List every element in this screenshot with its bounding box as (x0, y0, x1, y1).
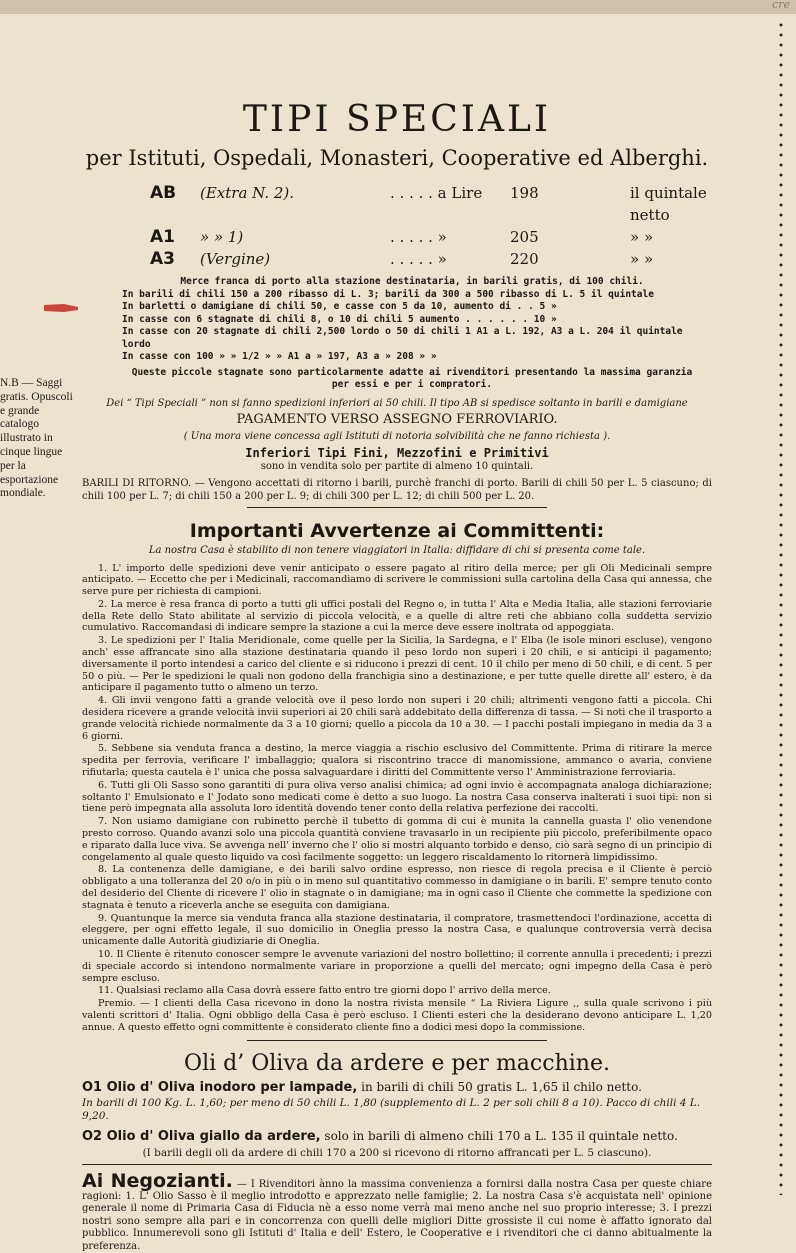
inferiori-line: Inferiori Tipi Fini, Mezzofini e Primitivi (245, 445, 549, 460)
price-table (150, 182, 710, 270)
page-title: TIPI SPECIALI (242, 99, 552, 140)
list-item: 9. Quantunque la merce sia venduta franca alla stazione destinataria, il compratore, trasmettendoci l'ordinazione, accetta di eleggere, per ogni effetto legale, il suo domicilio in Oneglia presso la nostra Casa, e qualunque controversia verrà decisa unicamente dalle Autorità giudiziarie di Oneglia. (82, 912, 712, 948)
list-item: 7. Non usiamo damigiane con rubinetto perchè il tubetto di gomma di cui è munita la cannella guasta l' olio venendone presto corroso. Quando avanzi solo una piccola quantità conviene travasarlo in un recipiente più piccolo, preferibilmente opaco e riparato dalla luce viva. Se avvenga nell' inverno che l' olio si mostri alquanto torbido e denso, ciò sarà segno di un principio di congelamento al quale questo liquido va così facilmente soggetto: un leggero riscaldamento lo ritornerà limpidissimo. (82, 816, 712, 863)
conditions-block: Merce franca di porto alla stazione destinataria, in barili gratis, di 100 chili. In barili di chili 150 a 200 ribasso di L. 3; barili da 300 a 500 ribasso di L. 5 il quintale In barletti o damigiane di chili 50, e casse con 5 da 10, aumento di . . 5 » In casse con 6 stagnate di chili 8, o 10 di chili 5 aumento . . . . . . 10 » In casse con 20 stagnate di chili 2,500 lordo o 50 di chili 1 A1 a L. 192, A3 a L. 204 il quintale lordo In casse con 100 » » 1/2 » » A1 a » 197, A3 a » 208 » » Queste piccole stagnate sono particolarmente adatte ai rivenditori presentando la massima garanzia per essi e per i compratori. (122, 276, 693, 390)
divider (82, 1164, 712, 1165)
side-note: N.B — Saggi gratis. Opuscoli e grande catalogo illustrato in cinque lingue per la esportazione mondiale. (0, 377, 73, 500)
list-item: 3. Le spedizioni per l' Italia Meridionale, come quelle per la Sicilia, la Sardegna, e l' Elba (le isole minori escluse), vengono anch' esse affrancate sino alla stazione destinataria quando il peso lordo non superi i 20 chili, e si anticipi il pagamento; diversamente il porto intendesi a carico del cliente e si riducono i prezzi di cent. 10 il chilo per meno di 50 chili, e di cent. 5 per 50 o più. — Per le spedizioni le quali non godono della franchigia sino a destinazione, e per tutte quelle dirette all' estero, è da anticipare il pagamento tutto o almeno un terzo. (82, 635, 712, 694)
price-row: A1 » » 1) . . . . . » 205 » » (150, 227, 654, 247)
list-item: 10. Il Cliente è ritenuto conoscer sempre le avvenute variazioni del nostro bollettino; il corrente annulla i precedenti; i prezzi di speciale accordo si intendono normalmente variare in proporzione a quelli del mercato; ogni impegno della Casa è però sempre escluso. (82, 949, 712, 984)
pointing-hand-icon (44, 301, 80, 315)
list-item: 1. L' importo delle spedizioni deve venir anticipato o essere pagato al ritiro della merce; per gli Oli Medicinali sempre anticipato. — Eccetto che per i Medicinali, raccomandiamo di scrivere le commissioni sulla cartolina della Casa qui annessa, che serve pure per richiesta di campioni. (82, 562, 712, 598)
avvertenze-list (82, 563, 712, 1034)
list-item: 8. La contenenza delle damigiane, e dei barili salvo ordine espresso, non riesce di regola precisa e il Cliente è perciò obbligato a una tolleranza del 20 o/o in più o in meno sul quantitativo commesso in damigiane o in barili. E' sempre tenuto conto del desiderio del Cliente di ricevere l' olio in stagnate o in damigiane; ma in ogni caso il Cliente che commette la spedizione con stagnata è tenuto a riceverla anche se eseguita con damigiana. (82, 864, 712, 911)
document-page (82, 100, 712, 1253)
price-row: AB (Extra N. 2). . . . . . a Lire 198 il quintale netto (150, 183, 707, 224)
dei-note: Dei “ Tipi Speciali ” non si fanno spedizioni inferiori ai 50 chili. Il tipo AB si spedisce soltanto in barili e damigiane (106, 397, 688, 409)
oli-title: Oli d’ Oliva da ardere e per macchine. (184, 1050, 610, 1076)
list-item: 5. Sebbene sia venduta franca a destino, la merce viaggia a rischio esclusivo del Committente. Prima di ritirare la merce spedita per ferrovia, verificare l' imballaggio; qualora si riscontrino tracce di manomissione, ammanco o avaria, conviene rifiutarla; questa cautela è l' unica che possa salvaguardare i diritti del Committente verso l' Amministrazione ferroviaria. (82, 743, 712, 779)
top-edge (0, 0, 796, 14)
divider (247, 507, 547, 508)
oli-item-1-detail: In barili di 100 Kg. L. 1,60; per meno di 50 chili L. 1,80 (supplemento di L. 2 per soli chili 8 a 10). Pacco di chili 4 L. 9,20. (82, 1096, 701, 1122)
list-item: 6. Tutti gli Oli Sasso sono garantiti di pura oliva verso analisi chimica; ad ogni invio è accompagnata analoga dichiarazione; soltanto l' Emulsionato e l' Jodato sono medicati come è detto a suo luogo. La nostra Casa conserva inalterati i suoi tipi: non si tiene però impegnata alla assoluta loro identità dovendo tener conto della relativa perfezione dei raccolti. (82, 779, 712, 815)
mora-line: ( Una mora viene concessa agli Istituti di notoria solvibilità che ne fanno richiesta ). (183, 430, 611, 442)
avvertenze-subtitle: La nostra Casa è stabilito di non tenere viaggiatori in Italia: diffidare di chi si presenta come tale. (148, 544, 646, 556)
list-item: 2. La merce è resa franca di porto a tutti gli uffici postali del Regno o, in tutta l' Alta e Media Italia, alle stazioni ferroviarie della Rete dello Stato abilitate al servizio di piccola velocità, e a quelle di altre reti che abbiano colla suddetta servizio cumulativo. Raccomandasi di indicare sempre la stazione a cui la merce deve essere inoltrata od appoggiata. (82, 598, 712, 634)
barili-line: BARILI DI RITORNO. — Vengono accettati di ritorno i barili, purchè franchi di porto. Barili di chili 50 per L. 5 ciascuno; di chili 100 per L. 7; di chili 150 a 200 per L. 9; di chili 300 per L. 12; di chili 500 per L. 20. (82, 477, 712, 502)
list-item: 4. Gli invii vengono fatti a grande velocità ove il peso lordo non superi i 20 chili; altrimenti vengono fatti a piccola. Chi desidera ricevere a grande velocità invii superiori ai 20 chili sarà addebitato della differenza di tassa. — Si noti che il trasporto a grande velocità richiede normalmente da 3 a 10 giorni; quello a piccola da 10 a 30. — I pacchi postali impiegano in media da 3 a 6 giorni. (82, 695, 712, 742)
oli-item-2-detail: (I barili degli oli da ardere di chili 170 a 200 si ricevono di ritorno affrancati per L. 5 ciascuno). (142, 1146, 652, 1159)
list-item: 11. Qualsiasi reclamo alla Casa dovrà essere fatto entro tre giorni dopo l' arrivo della merce. (98, 985, 551, 997)
inferiori-line-2: sono in vendita solo per partite di almeno 10 quintali. (260, 460, 534, 472)
list-item: Premio. — I clienti della Casa ricevono in dono la nostra rivista mensile “ La Riviera Ligure ,, sulla quale scrivono i più valenti scrittori d' Italia. Ogni obbligo della Casa è però escluso. I Clienti esteri che la desiderano devono anticipare L. 1,20 annue. A questo effetto ogni committente è considerato cliente fino a dodici mesi dopo la commissione. (82, 998, 712, 1033)
price-row: A3 (Vergine) . . . . . » 220 » » (150, 249, 654, 269)
corner-text: cre (772, 0, 790, 11)
avvertenze-title: Importanti Avvertenze ai Committenti: (189, 519, 605, 542)
oli-item-1: O1 Olio d' Oliva inodoro per lampade, in barili di chili 50 gratis L. 1,65 il chilo netto. (82, 1079, 642, 1095)
negozianti-block: Ai Negozianti. — I Rivenditori ànno la massima convenienza a fornirsi dalla nostra Casa per queste chiare ragioni: 1. L' Olio Sasso è il meglio introdotto e apprezzato nelle famiglie; 2. La nostra Casa s'è acquistata nell' opinione generale il nome di Primaria Casa di Fiducia nè a esso nome verrà mai meno anche nel suo proprio interesse; 3. I prezzi nostri sono sempre alla pari e in concorrenza con quelli delle migliori Ditte grossiste il cui nome è affatto ignorato dal pubblico. Innumerevoli sono gli Istituti d' Italia e dell' Estero, le Cooperative e i rivenditori che ci danno abitualmente la preferenza. (82, 1169, 713, 1252)
perforation-edge (778, 20, 784, 1195)
payment-line: PAGAMENTO VERSO ASSEGNO FERROVIARIO. (236, 411, 558, 427)
page-subtitle: per Istituti, Ospedali, Monasteri, Cooperative ed Alberghi. (85, 146, 709, 170)
oli-item-2: O2 Olio d' Oliva giallo da ardere, solo in barili di almeno chili 170 a L. 135 il quintale netto. (82, 1128, 678, 1144)
divider (247, 1040, 547, 1041)
